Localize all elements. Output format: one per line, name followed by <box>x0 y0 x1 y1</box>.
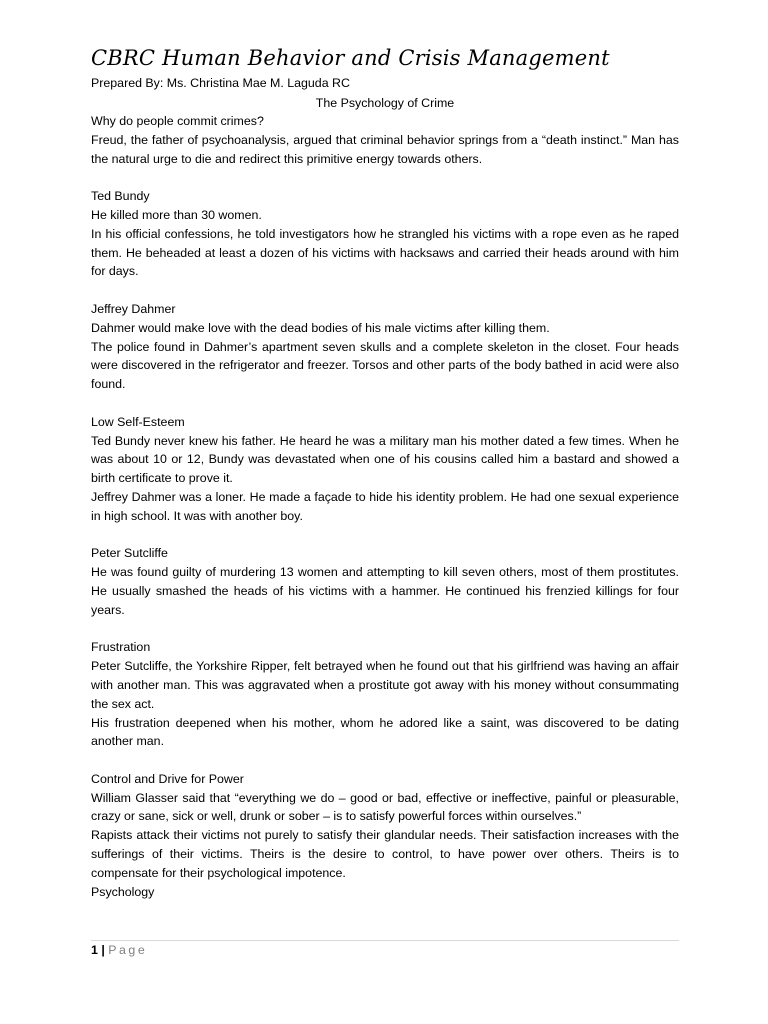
section-heading: Ted Bundy <box>91 189 150 204</box>
section-paragraph: Psychology <box>91 884 155 899</box>
section-paragraph: He killed more than 30 women. <box>91 207 262 222</box>
intro-paragraph: Freud, the father of psychoanalysis, argued that criminal behavior springs from a “death instinct.” Man has the natural urge to die and redirect this primitive energy towards others. <box>91 132 679 166</box>
section-heading: Frustration <box>91 640 151 655</box>
section-paragraph: His frustration deepened when his mother, whom he adored like a saint, was discovered to be dating another man. <box>91 715 679 749</box>
section-frustration <box>91 638 679 751</box>
section-paragraph: In his official confessions, he told investigators how he strangled his victims with a rope even as he raped them. He beheaded at least a dozen of his victims with hacksaws and carried their heads around with him for days. <box>91 226 679 279</box>
section-heading: Low Self-Esteem <box>91 414 185 429</box>
document-title: CBRC Human Behavior and Crisis Management <box>91 46 610 70</box>
section-ted-bundy <box>91 187 679 281</box>
page-number: 1 <box>91 943 98 957</box>
page-label: Page <box>108 943 148 957</box>
section-paragraph: Rapists attack their victims not purely to satisfy their glandular needs. Their satisfaction increases with the sufferings of their victims. Theirs is the desire to control, to have power over others. Theirs is to compensate for their psychological impotence. <box>91 828 679 880</box>
section-paragraph: Ted Bundy never knew his father. He heard he was a military man his mother dated a few times. When he was about 10 or 12, Bundy was devastated when one of his cousins called him a bastard and showed a birth certificate to prove it. <box>91 433 679 486</box>
section-heading: Control and Drive for Power <box>91 771 244 786</box>
section-heading: Peter Sutcliffe <box>91 546 168 561</box>
document-subtitle: The Psychology of Crime <box>315 96 455 110</box>
section-paragraph: Jeffrey Dahmer was a loner. He made a façade to hide his identity problem. He had one sexual experience in high school. It was with another boy. <box>91 489 679 523</box>
footer-divider <box>91 940 679 941</box>
section-heading: Jeffrey Dahmer <box>91 301 176 316</box>
document-page <box>91 44 679 901</box>
page-footer <box>91 943 147 957</box>
footer-separator: | <box>101 943 105 957</box>
section-jeffrey-dahmer <box>91 300 679 394</box>
section-paragraph: He was found guilty of murdering 13 women and attempting to kill seven others, most of them prostitutes. He usually smashed the heads of his victims with a hammer. He continued his frenzied killings for four years. <box>91 565 679 617</box>
section-paragraph: Dahmer would make love with the dead bodies of his male victims after killing them. <box>91 320 550 335</box>
intro-question: Why do people commit crimes? <box>91 114 264 128</box>
section-paragraph: William Glasser said that “everything we do – good or bad, effective or ineffective, painful or pleasurable, crazy or sane, sick or well, drunk or sober – is to satisfy powerful forces within ourselves.” <box>91 790 679 824</box>
section-paragraph: Peter Sutcliffe, the Yorkshire Ripper, felt betrayed when he found out that his girlfriend was having an affair with another man. This was aggravated when a prostitute got away with his money without consummating the sex act. <box>91 659 679 711</box>
section-peter-sutcliffe <box>91 544 679 619</box>
section-paragraph: The police found in Dahmer’s apartment seven skulls and a complete skeleton in the closet. Four heads were discovered in the refrigerator and freezer. Torsos and other parts of the body bathed in acid were also found. <box>91 339 679 392</box>
section-low-self-esteem <box>91 413 679 526</box>
section-control-and-drive-for-power <box>91 770 679 902</box>
prepared-by: Prepared By: Ms. Christina Mae M. Laguda RC <box>91 76 350 90</box>
